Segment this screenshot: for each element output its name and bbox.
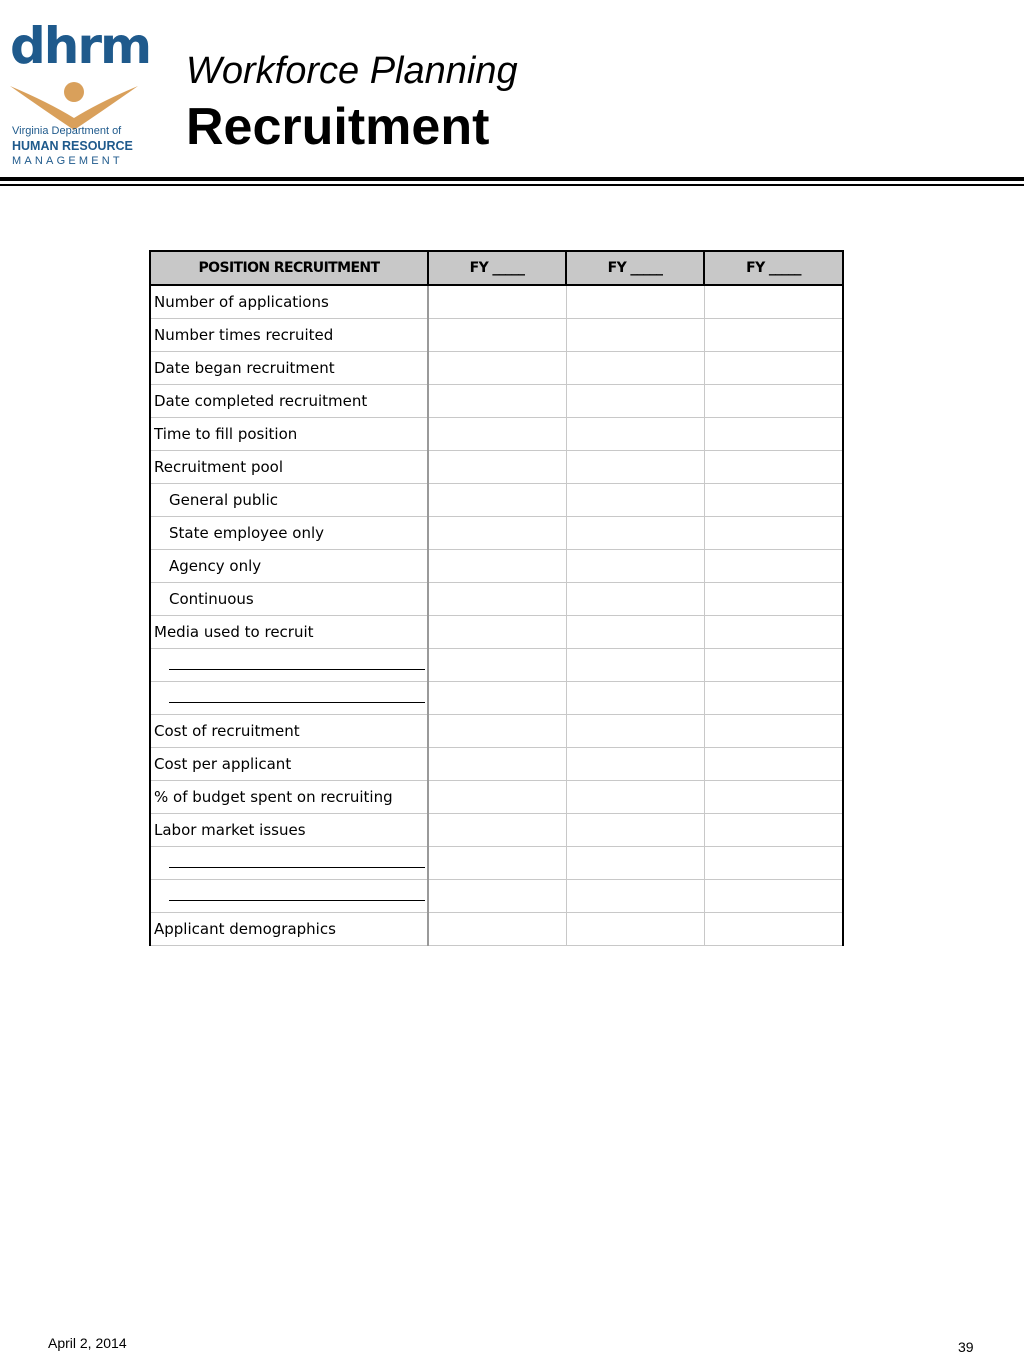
row-label: General public [150,484,428,517]
row-label: Agency only [150,550,428,583]
fy-cell [428,583,566,616]
fy-cell [704,715,843,748]
column-header-fy-1: FY _____ [428,251,566,285]
table-row [150,517,843,550]
table-row [150,847,843,880]
row-label: Labor market issues [150,814,428,847]
position-recruitment-table [149,250,844,946]
fy-cell [704,484,843,517]
row-label: Media used to recruit [150,616,428,649]
fy-cell [566,550,704,583]
table-header-row [150,251,843,285]
table-row [150,814,843,847]
fy-cell [428,616,566,649]
table-row [150,352,843,385]
table-row [150,913,843,946]
fy-cell [704,880,843,913]
row-label: Number of applications [150,285,428,319]
footer-date: April 2, 2014 [48,1335,127,1351]
fy-cell [704,781,843,814]
row-label: Number times recruited [150,319,428,352]
row-label: Cost per applicant [150,748,428,781]
fy-cell [704,451,843,484]
table-row [150,880,843,913]
fy-cell [566,451,704,484]
row-label: Recruitment pool [150,451,428,484]
fy-cell [704,352,843,385]
table-row [150,715,843,748]
fy-cell [428,748,566,781]
table-row [150,748,843,781]
table-row [150,418,843,451]
fy-cell [704,649,843,682]
column-header-position-recruitment: POSITION RECRUITMENT [150,251,428,285]
row-label: Time to fill position [150,418,428,451]
header-divider-thick [0,177,1024,181]
table-row [150,682,843,715]
fy-cell [566,880,704,913]
dhrm-logo [8,17,151,170]
blank-underline [169,855,425,868]
table-row [150,616,843,649]
fy-cell [704,385,843,418]
fy-cell [566,748,704,781]
fy-cell [428,847,566,880]
fy-cell [704,913,843,946]
fy-cell [704,550,843,583]
table-row [150,550,843,583]
fy-cell [566,385,704,418]
person-figure-icon [8,72,140,132]
fy-cell [704,285,843,319]
fy-cell [428,352,566,385]
fy-cell [566,616,704,649]
fy-cell [428,715,566,748]
fy-cell [566,781,704,814]
column-header-fy-2: FY _____ [566,251,704,285]
fy-cell [566,913,704,946]
row-label: Applicant demographics [150,913,428,946]
fy-cell [428,550,566,583]
table-row [150,583,843,616]
fy-cell [428,285,566,319]
fy-cell [566,715,704,748]
table-row [150,781,843,814]
fy-cell [428,814,566,847]
blank-underline [169,657,425,670]
column-header-fy-3: FY _____ [704,251,843,285]
fy-cell [704,583,843,616]
blank-underline [169,888,425,901]
fy-cell [428,682,566,715]
fy-cell [566,352,704,385]
fy-cell [704,847,843,880]
header-divider-thin [0,184,1024,186]
fy-cell [704,319,843,352]
fy-cell [566,418,704,451]
page-title: Recruitment [186,98,490,156]
table-row [150,319,843,352]
table-row [150,451,843,484]
fy-cell [566,583,704,616]
row-label: Date began recruitment [150,352,428,385]
fy-cell [704,682,843,715]
logo-line-management: MANAGEMENT [12,155,123,167]
blank-entry-line [150,847,428,880]
fy-cell [428,517,566,550]
fy-cell [428,649,566,682]
fy-cell [704,814,843,847]
fy-cell [428,781,566,814]
fy-cell [566,484,704,517]
fy-cell [566,814,704,847]
table-row [150,484,843,517]
row-label: Continuous [150,583,428,616]
fy-cell [566,285,704,319]
row-label: State employee only [150,517,428,550]
fy-cell [566,517,704,550]
logo-line-human-resource: HUMAN RESOURCE [12,139,133,153]
blank-entry-line [150,682,428,715]
blank-entry-line [150,649,428,682]
blank-underline [169,690,425,703]
blank-entry-line [150,880,428,913]
fy-cell [566,319,704,352]
page-subtitle: Workforce Planning [186,50,518,92]
fy-cell [428,484,566,517]
fy-cell [566,649,704,682]
fy-cell [566,682,704,715]
fy-cell [428,880,566,913]
fy-cell [428,913,566,946]
page-number: 39 [958,1339,974,1355]
fy-cell [428,418,566,451]
logo-wordmark: dhrm [10,17,151,75]
fy-cell [566,847,704,880]
fy-cell [704,418,843,451]
fy-cell [428,385,566,418]
table-row [150,385,843,418]
row-label: % of budget spent on recruiting [150,781,428,814]
fy-cell [704,616,843,649]
logo-line-department: Virginia Department of [12,125,122,137]
table-row [150,285,843,319]
fy-cell [428,451,566,484]
fy-cell [704,748,843,781]
fy-cell [704,517,843,550]
row-label: Cost of recruitment [150,715,428,748]
table-row [150,649,843,682]
row-label: Date completed recruitment [150,385,428,418]
fy-cell [428,319,566,352]
